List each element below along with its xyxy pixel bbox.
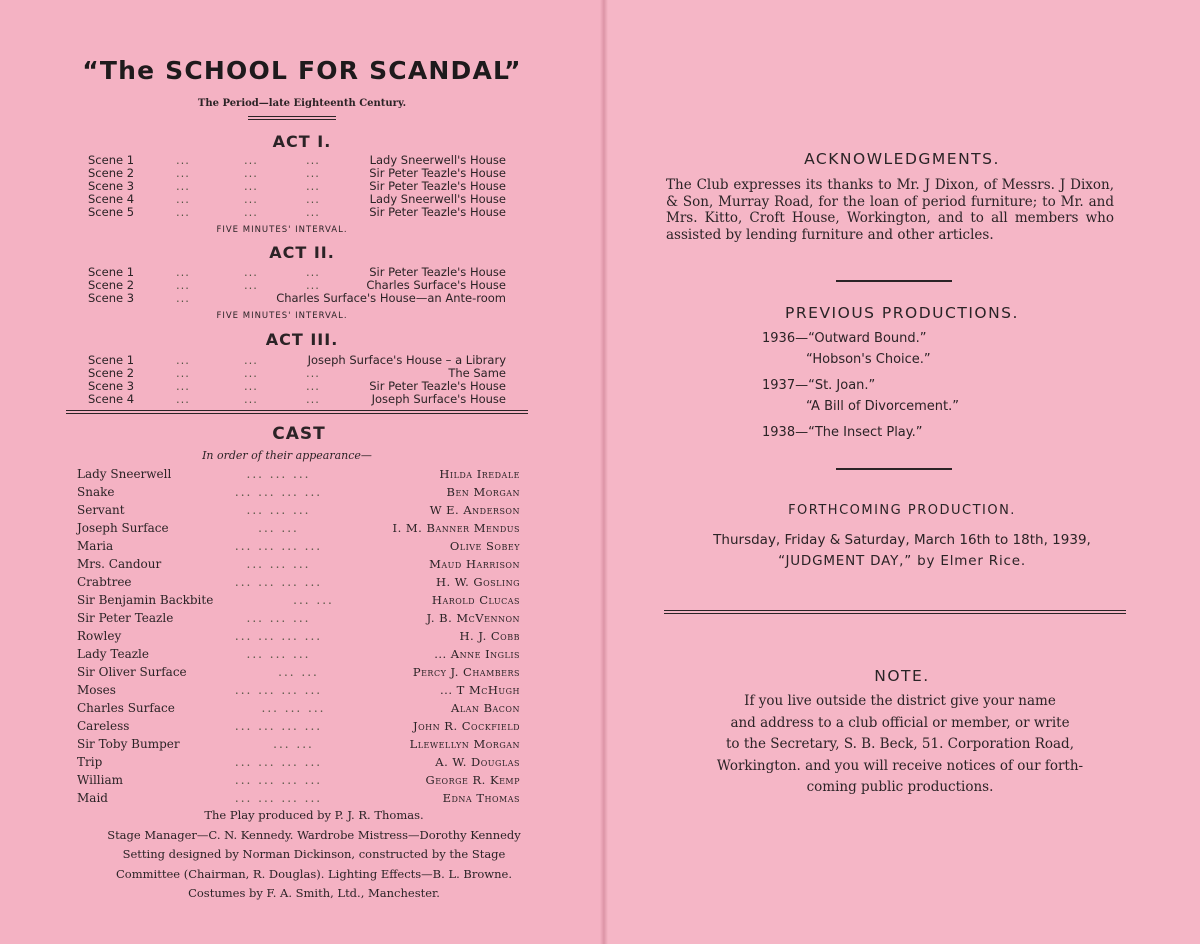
forthcoming-play: “JUDGMENT DAY,” by Elmer Rice. [778,553,1026,569]
acknowledgments-heading: ACKNOWLEDGMENTS. [804,150,1000,168]
cast-actor: Percy J. Chambers [412,665,520,679]
leader-dots: ... [176,291,190,305]
credit-line: Costumes by F. A. Smith, Ltd., Manchester. [188,886,440,900]
note-body [690,691,1110,799]
leader-dots: ... ... ... ... [234,485,323,499]
leader-dots: ... [244,379,258,393]
cast-actor: Ben Morgan [446,485,520,499]
cast-row [77,664,520,680]
leader-dots: ... [306,265,320,279]
leader-dots: ... [306,278,320,292]
scene-location: Sir Peter Teazle's House [369,205,506,219]
cast-subheading: In order of their appearance— [202,449,372,462]
leader-dots: ... [244,153,258,167]
scene-label: Scene 4 [88,392,135,406]
period-note: The Period—late Eighteenth Century. [197,98,407,109]
cast-heading: CAST [272,424,326,444]
leader-dots: ... ... ... ... [234,539,323,553]
leader-dots: ... [176,153,190,167]
cast-role: Lady Sneerwell [77,467,172,481]
leader-dots: ... [244,392,258,406]
cast-row [77,646,520,662]
leader-dots: ... [244,205,258,219]
cast-row [77,736,520,752]
scene-location: Sir Peter Teazle's House [369,179,506,193]
cast-role: Sir Toby Bumper [77,737,180,751]
interval-note: FIVE MINUTES' INTERVAL. [216,225,348,235]
scene-label: Scene 3 [88,291,135,305]
leader-dots: ... [306,192,320,206]
cast-row [77,520,520,536]
leader-dots: ... [176,379,190,393]
leader-dots: ... ... ... ... [234,755,323,769]
cast-role: Sir Benjamin Backbite [77,593,214,607]
cast-row [77,754,520,770]
cast-role: Maid [77,791,108,805]
leader-dots: ... ... ... ... [234,683,323,697]
scene-label: Scene 5 [88,205,135,219]
cast-role: Trip [77,755,103,769]
scene-label: Scene 1 [88,153,135,167]
cast-actor: Olive Sobey [449,539,520,553]
production-line: 1937—“St. Joan.” [762,378,876,393]
leader-dots: ... [176,265,190,279]
cast-row [77,628,520,644]
cast-actor: Edna Thomas [442,791,520,805]
act-2-heading: ACT II. [269,243,335,262]
cast-actor: J. B. McVennon [426,611,520,625]
play-title: “The SCHOOL FOR SCANDAL” [82,56,522,85]
cast-role: Snake [77,485,115,499]
section-rule [664,610,1126,614]
leader-dots: ... ... ... [261,701,326,715]
cast-row [77,790,520,806]
cast-role: Joseph Surface [77,521,169,535]
leader-dots: ... [244,278,258,292]
production-line: “Hobson's Choice.” [806,352,931,367]
interval-note: FIVE MINUTES' INTERVAL. [216,311,348,321]
leader-dots: ... [306,153,320,167]
cast-actor: W E. Anderson [429,503,520,517]
cast-role: Lady Teazle [77,647,149,661]
scene-label: Scene 1 [88,265,135,279]
scene-row [88,393,506,406]
leader-dots: ... [306,179,320,193]
production-line: 1938—“The Insect Play.” [762,425,923,440]
cast-role: Careless [77,719,130,733]
cast-role: Servant [77,503,125,517]
leader-dots: ... [244,166,258,180]
cast-actor: John R. Cockfield [412,719,520,733]
leader-dots: ... [306,366,320,380]
scene-label: Scene 3 [88,179,135,193]
scene-row [88,206,506,219]
leader-dots: ... ... ... [246,467,311,481]
scene-label: Scene 1 [88,353,135,367]
leader-dots: ... ... ... ... [234,629,323,643]
scene-label: Scene 3 [88,379,135,393]
cast-role: Sir Oliver Surface [77,665,187,679]
cast-row [77,682,520,698]
cast-row [77,718,520,734]
cast-actor: ... T McHugh [440,683,520,697]
cast-row [77,484,520,500]
leader-dots: ... [306,205,320,219]
cast-actor: ... Anne Inglis [434,647,520,661]
cast-row [77,772,520,788]
leader-dots: ... [244,179,258,193]
cast-role: Moses [77,683,116,697]
scene-location: Sir Peter Teazle's House [369,166,506,180]
scene-location: Lady Sneerwell's House [369,192,506,206]
leader-dots: ... [176,179,190,193]
scene-location: Sir Peter Teazle's House [369,265,506,279]
cast-row [77,574,520,590]
scene-location: Lady Sneerwell's House [369,153,506,167]
cast-actor: H. W. Gosling [435,575,520,589]
scene-location: Charles Surface's House [366,278,506,292]
leader-dots: ... [306,392,320,406]
leader-dots: ... ... [273,737,314,751]
leader-dots: ... [176,366,190,380]
forthcoming-heading: FORTHCOMING PRODUCTION. [788,503,1016,518]
divider-rule [836,280,952,282]
cast-row [77,592,520,608]
leader-dots: ... ... ... [246,557,311,571]
leader-dots: ... ... [278,665,319,679]
cast-actor: Alan Bacon [451,701,520,715]
cast-role: Mrs. Candour [77,557,162,571]
scene-location: Sir Peter Teazle's House [369,379,506,393]
leader-dots: ... [244,353,258,367]
scene-label: Scene 2 [88,278,135,292]
act-1-heading: ACT I. [272,132,332,151]
leader-dots: ... ... ... ... [234,773,323,787]
cast-role: Charles Surface [77,701,175,715]
leader-dots: ... [244,265,258,279]
leader-dots: ... [176,392,190,406]
scene-location: Charles Surface's House—an Ante-room [276,291,506,305]
cast-actor: I. M. Banner Mendus [392,521,520,535]
credit-line: Committee (Chairman, R. Douglas). Lighting Effects—B. L. Browne. [116,866,512,881]
scene-label: Scene 4 [88,192,135,206]
leader-dots: ... [244,366,258,380]
scene-label: Scene 2 [88,166,135,180]
scene-row [88,292,506,305]
credit-line: Stage Manager—C. N. Kennedy. Wardrobe Mistress—Dorothy Kennedy [107,827,521,842]
leader-dots: ... [176,192,190,206]
leader-dots: ... ... ... [246,611,311,625]
scene-location: Joseph Surface's House – a Library [307,353,506,367]
cast-actor: Llewellyn Morgan [409,737,520,751]
credit-line: The Play produced by P. J. R. Thomas. [204,808,424,822]
leader-dots: ... ... [258,521,299,535]
act-3-heading: ACT III. [265,330,339,349]
leader-dots: ... [176,166,190,180]
production-line: 1936—“Outward Bound.” [762,331,927,346]
leader-dots: ... [176,353,190,367]
credit-line: Setting designed by Norman Dickinson, constructed by the Stage [122,847,506,861]
cast-row [77,556,520,572]
scene-row [88,354,506,367]
scene-label: Scene 2 [88,366,135,380]
cast-actor: Hilda Iredale [439,467,520,481]
note-line: and address to a club official or member, or write [730,714,1070,731]
leader-dots: ... ... ... [246,647,311,661]
leader-dots: ... ... [293,593,334,607]
cast-role: Maria [77,539,114,553]
title-rule [248,116,336,120]
leader-dots: ... ... ... ... [234,791,323,805]
section-rule [66,410,528,414]
cast-actor: A. W. Douglas [435,755,520,769]
note-heading: NOTE. [874,667,930,685]
leader-dots: ... [244,192,258,206]
leader-dots: ... ... ... [246,503,311,517]
leader-dots: ... [306,166,320,180]
cast-role: William [77,773,124,787]
cast-role: Rowley [77,629,122,643]
cast-row [77,700,520,716]
cast-actor: Harold Clucas [431,593,520,607]
scene-location: The Same [448,366,506,380]
divider-rule [836,468,952,470]
scene-location: Joseph Surface's House [371,392,506,406]
note-line: Workington. and you will receive notices of our forth- [716,757,1084,774]
note-line: coming public productions. [806,779,994,795]
cast-actor: Maud Harrison [429,557,520,571]
forthcoming-dates: Thursday, Friday & Saturday, March 16th to 18th, 1939, [713,532,1091,548]
leader-dots: ... [176,205,190,219]
leader-dots: ... ... ... ... [234,575,323,589]
cast-actor: George R. Kemp [425,773,520,787]
leader-dots: ... [176,278,190,292]
cast-row [77,466,520,482]
cast-role: Crabtree [77,575,132,589]
leader-dots: ... [306,379,320,393]
leader-dots: ... ... ... ... [234,719,323,733]
cast-row [77,502,520,518]
note-line: If you live outside the district give your name [744,693,1056,709]
note-line: to the Secretary, S. B. Beck, 51. Corporation Road, [726,736,1074,752]
production-line: “A Bill of Divorcement.” [806,399,959,414]
forthcoming-details [604,530,1200,572]
acknowledgments-body: The Club expresses its thanks to Mr. J Dixon, of Messrs. J Dixon, & Son, Murray Road, for the loan of period furniture; to Mr. and Mrs. Kitto, Croft House, Workington, and to all members who assisted by lending furniture and other articles. [666,177,1114,243]
cast-row [77,610,520,626]
previous-productions-heading: PREVIOUS PRODUCTIONS. [785,304,1019,322]
cast-role: Sir Peter Teazle [77,611,174,625]
cast-actor: H. J. Cobb [459,629,520,643]
cast-row [77,538,520,554]
production-credits [40,806,588,904]
